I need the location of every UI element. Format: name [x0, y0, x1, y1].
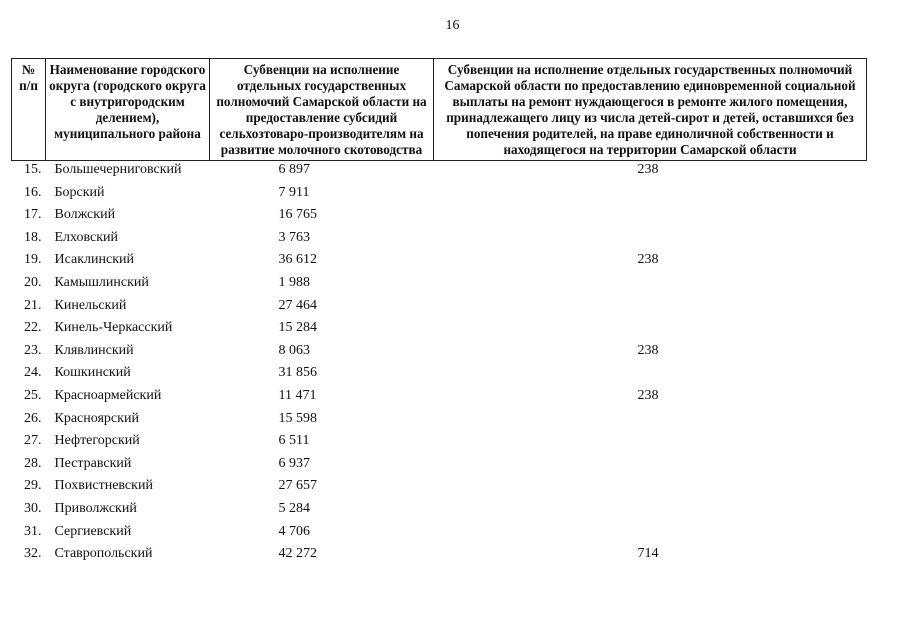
dairy-subsidy-value: 6 937	[278, 455, 310, 471]
header-housing-repair-payment: Субвенции на исполнение отдельных государственных полномочий Самарской области по предоставлению единовременной социальной выплаты на ремонт нуждающегося в ремонте жилого помещения, принадлежащего лицу из числа детей-сирот и детей, оставшихся без попечения родителей, на праве единоличной собственности и находящегося на территории Самарской области	[434, 59, 867, 161]
municipality-name: Исаклинский	[54, 252, 134, 268]
table-row	[12, 251, 867, 274]
municipality-name: Пестравский	[54, 455, 132, 471]
table-row	[12, 477, 867, 500]
table-row	[12, 432, 867, 455]
housing-repair-value	[434, 455, 867, 478]
row-number: 25.	[24, 387, 42, 403]
row-number: 23.	[24, 342, 42, 358]
municipality-name: Красноярский	[54, 410, 139, 426]
table-row	[12, 206, 867, 229]
subventions-table-container	[11, 58, 866, 568]
dairy-subsidy-value: 11 471	[278, 387, 317, 403]
dairy-subsidy-value: 6 897	[278, 162, 310, 177]
row-number: 29.	[24, 478, 42, 494]
housing-repair-value	[434, 410, 867, 433]
dairy-subsidy-value: 4 706	[278, 523, 310, 539]
housing-repair-value	[434, 297, 867, 320]
page-number: 16	[445, 18, 460, 33]
table-row	[12, 319, 867, 342]
table-row	[12, 274, 867, 297]
dairy-subsidy-value: 27 657	[278, 478, 317, 494]
dairy-subsidy-value: 36 612	[278, 252, 317, 268]
housing-repair-value: 714	[637, 546, 659, 562]
subventions-table	[11, 58, 867, 568]
table-row	[12, 387, 867, 410]
row-number: 18.	[24, 229, 42, 245]
municipality-name: Кинель-Черкасский	[54, 320, 173, 336]
housing-repair-value	[434, 500, 867, 523]
table-row	[12, 455, 867, 478]
dairy-subsidy-value: 8 063	[278, 342, 310, 358]
municipality-name: Клявлинский	[54, 342, 134, 358]
table-row	[12, 161, 867, 184]
row-number: 20.	[24, 274, 42, 290]
housing-repair-value	[434, 229, 867, 252]
dairy-subsidy-value: 31 856	[278, 365, 317, 381]
municipality-name: Ставропольский	[54, 546, 153, 562]
header-municipality-name: Наименование городского округа (городского округа с внутригородским делением), муниципального района	[46, 59, 210, 161]
table-body	[12, 161, 867, 568]
dairy-subsidy-value: 7 911	[278, 184, 310, 200]
housing-repair-value	[434, 319, 867, 342]
row-number: 19.	[24, 252, 42, 268]
header-dairy-subsidy: Субвенции на исполнение отдельных государственных полномочий Самарской области на предоставление субсидий сельхозтоваро-производителям на развитие молочного скотоводства	[210, 59, 434, 161]
table-row	[12, 184, 867, 207]
dairy-subsidy-value: 1 988	[278, 274, 310, 290]
table-row	[12, 523, 867, 546]
row-number: 26.	[24, 410, 42, 426]
table-row	[12, 297, 867, 320]
municipality-name: Кинельский	[54, 297, 127, 313]
municipality-name: Нефтегорский	[54, 433, 140, 449]
municipality-name: Похвистневский	[54, 478, 153, 494]
housing-repair-value	[434, 184, 867, 207]
housing-repair-value	[434, 477, 867, 500]
municipality-name: Камышлинский	[54, 274, 149, 290]
row-number: 22.	[24, 320, 42, 336]
row-number: 31.	[24, 523, 42, 539]
municipality-name: Борский	[54, 184, 105, 200]
row-number: 15.	[24, 162, 42, 177]
dairy-subsidy-value: 42 272	[278, 546, 317, 562]
municipality-name: Приволжский	[54, 500, 137, 516]
table-row	[12, 342, 867, 365]
table-row	[12, 410, 867, 433]
municipality-name: Сергиевский	[54, 523, 132, 539]
municipality-name: Елховский	[54, 229, 119, 245]
table-header-row	[12, 59, 867, 161]
housing-repair-value: 238	[637, 252, 659, 268]
table-row	[12, 364, 867, 387]
dairy-subsidy-value: 16 765	[278, 207, 317, 223]
row-number: 27.	[24, 433, 42, 449]
dairy-subsidy-value: 15 284	[278, 320, 317, 336]
header-number: № п/п	[12, 59, 46, 161]
housing-repair-value	[434, 432, 867, 455]
row-number: 28.	[24, 455, 42, 471]
municipality-name: Кошкинский	[54, 365, 131, 381]
row-number: 21.	[24, 297, 42, 313]
housing-repair-value	[434, 523, 867, 546]
municipality-name: Большечерниговский	[54, 162, 182, 177]
dairy-subsidy-value: 27 464	[278, 297, 317, 313]
row-number: 24.	[24, 365, 42, 381]
row-number: 30.	[24, 500, 42, 516]
housing-repair-value: 238	[637, 162, 659, 177]
dairy-subsidy-value: 6 511	[278, 433, 310, 449]
housing-repair-value	[434, 206, 867, 229]
row-number: 32.	[24, 546, 42, 562]
municipality-name: Волжский	[54, 207, 116, 223]
housing-repair-value	[434, 274, 867, 297]
table-row	[12, 229, 867, 252]
dairy-subsidy-value: 15 598	[278, 410, 317, 426]
table-row	[12, 500, 867, 523]
housing-repair-value: 238	[637, 387, 659, 403]
housing-repair-value: 238	[637, 342, 659, 358]
dairy-subsidy-value: 5 284	[278, 500, 310, 516]
table-row	[12, 545, 867, 568]
dairy-subsidy-value: 3 763	[278, 229, 310, 245]
row-number: 16.	[24, 184, 42, 200]
row-number: 17.	[24, 207, 42, 223]
housing-repair-value	[434, 364, 867, 387]
municipality-name: Красноармейский	[54, 387, 162, 403]
